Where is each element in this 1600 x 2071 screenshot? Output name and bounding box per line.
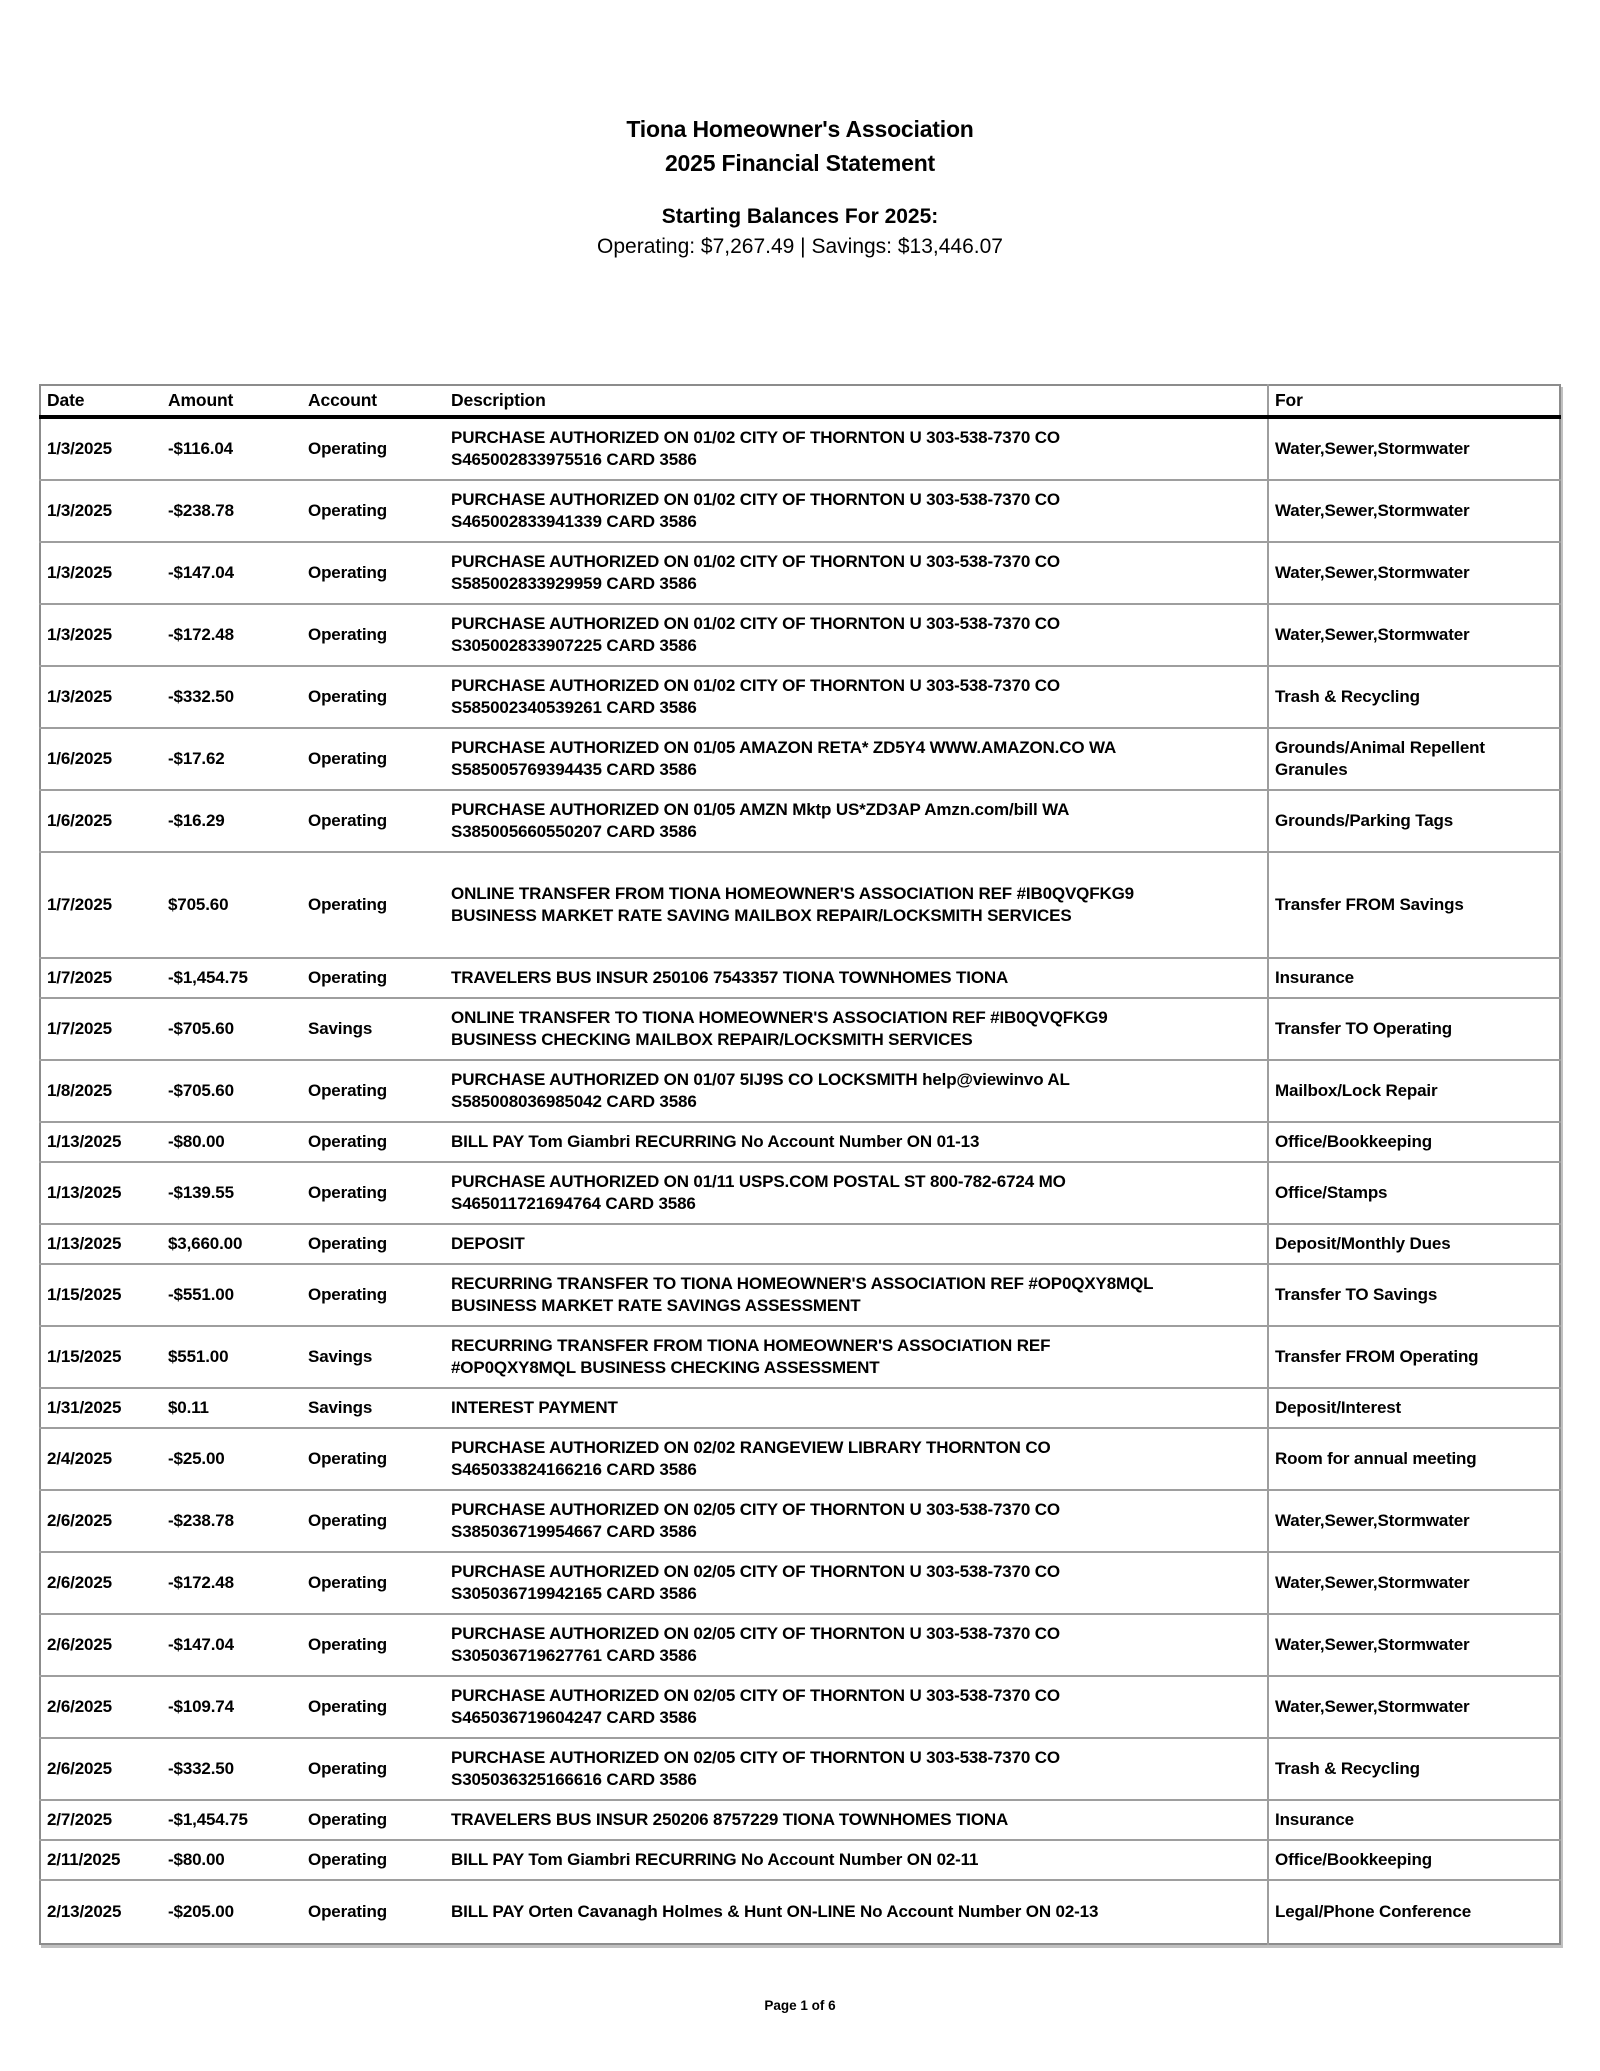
transaction-row — [40, 1060, 1560, 1122]
cell-amount: -$1,454.75 — [162, 1800, 302, 1840]
description-line: PURCHASE AUTHORIZED ON 02/05 CITY OF THORNTON U 303-538-7370 CO — [451, 1500, 1060, 1519]
cell-account: Operating — [302, 1428, 445, 1490]
transaction-row — [40, 1388, 1560, 1428]
cell-amount: -$332.50 — [162, 666, 302, 728]
cell-description — [445, 1388, 1268, 1428]
transaction-row — [40, 542, 1560, 604]
description-line: RECURRING TRANSFER TO TIONA HOMEOWNER'S ASSOCIATION REF #OP0QXY8MQL — [451, 1274, 1154, 1293]
cell-description — [445, 1738, 1268, 1800]
cell-for: Office/Stamps — [1268, 1162, 1560, 1224]
cell-account: Operating — [302, 480, 445, 542]
transaction-row — [40, 480, 1560, 542]
cell-for: Mailbox/Lock Repair — [1268, 1060, 1560, 1122]
cell-description — [445, 1264, 1268, 1326]
cell-for: Water,Sewer,Stormwater — [1268, 542, 1560, 604]
cell-date: 2/13/2025 — [47, 1902, 122, 1921]
transaction-row — [40, 1122, 1560, 1162]
cell-amount: $551.00 — [162, 1326, 302, 1388]
cell-date: 1/3/2025 — [40, 542, 162, 604]
description-line: BUSINESS CHECKING MAILBOX REPAIR/LOCKSMITH SERVICES — [451, 1030, 973, 1049]
cell-description — [445, 1326, 1268, 1388]
cell-amount: -$172.48 — [162, 1552, 302, 1614]
cell-for: Water,Sewer,Stormwater — [1268, 417, 1560, 480]
cell-amount: -$80.00 — [162, 1840, 302, 1880]
table-header-row — [40, 385, 1560, 417]
cell-account: Operating — [302, 1738, 445, 1800]
cell-for: Water,Sewer,Stormwater — [1268, 1614, 1560, 1676]
cell-date: 2/11/2025 — [40, 1840, 162, 1880]
cell-for: Transfer FROM Operating — [1268, 1326, 1560, 1388]
cell-account: Operating — [308, 1902, 387, 1921]
cell-date: 1/8/2025 — [40, 1060, 162, 1122]
transactions-table — [39, 384, 1561, 1945]
document-header — [0, 0, 1600, 262]
cell-amount: -$139.55 — [162, 1162, 302, 1224]
description-line: S585005769394435 CARD 3586 — [451, 760, 697, 779]
transaction-row — [40, 1614, 1560, 1676]
transaction-row — [40, 1552, 1560, 1614]
document-subtitle: 2025 Financial Statement — [664, 150, 936, 176]
cell-date: 1/6/2025 — [40, 790, 162, 852]
transaction-row — [40, 417, 1560, 480]
transaction-row — [40, 1800, 1560, 1840]
cell-amount: -$705.60 — [162, 1060, 302, 1122]
description-line: TRAVELERS BUS INSUR 250206 8757229 TIONA TOWNHOMES TIONA — [451, 1810, 1009, 1829]
cell-date: 1/7/2025 — [40, 958, 162, 998]
transaction-row — [40, 1676, 1560, 1738]
cell-for: Transfer FROM Savings — [1268, 852, 1560, 958]
description-line: PURCHASE AUTHORIZED ON 01/07 5IJ9S CO LOCKSMITH help@viewinvo AL — [451, 1070, 1070, 1089]
cell-description — [445, 1122, 1268, 1162]
cell-account: Operating — [302, 1264, 445, 1326]
cell-date: 1/3/2025 — [40, 604, 162, 666]
cell-description — [445, 1162, 1268, 1224]
cell-date: 1/13/2025 — [40, 1122, 162, 1162]
description-line: S465033824166216 CARD 3586 — [451, 1460, 697, 1479]
cell-amount: -$147.04 — [162, 1614, 302, 1676]
cell-description — [445, 1428, 1268, 1490]
cell-description — [445, 1614, 1268, 1676]
description-line: PURCHASE AUTHORIZED ON 01/02 CITY OF THORNTON U 303-538-7370 CO — [451, 490, 1060, 509]
cell-for: Deposit/Monthly Dues — [1268, 1224, 1560, 1264]
cell-account: Operating — [302, 1552, 445, 1614]
table-header — [40, 385, 1560, 417]
description-line: S585008036985042 CARD 3586 — [451, 1092, 697, 1111]
cell-for: Insurance — [1268, 1800, 1560, 1840]
description-line: S305036719627761 CARD 3586 — [451, 1646, 697, 1665]
cell-amount: $0.11 — [162, 1388, 302, 1428]
starting-balances-heading: Starting Balances For 2025: — [661, 205, 939, 228]
cell-date: 1/13/2025 — [40, 1224, 162, 1264]
description-line: PURCHASE AUTHORIZED ON 02/05 CITY OF THORNTON U 303-538-7370 CO — [451, 1748, 1060, 1767]
cell-account: Savings — [302, 1388, 445, 1428]
description-line: #OP0QXY8MQL BUSINESS CHECKING ASSESSMENT — [451, 1358, 880, 1377]
cell-account: Operating — [302, 1800, 445, 1840]
description-line: S305036719942165 CARD 3586 — [451, 1584, 697, 1603]
cell-date: 1/3/2025 — [40, 666, 162, 728]
cell-account: Operating — [302, 1614, 445, 1676]
cell-description — [445, 1840, 1268, 1880]
cell-amount: -$80.00 — [162, 1122, 302, 1162]
cell-description — [445, 728, 1268, 790]
cell-account: Operating — [302, 1676, 445, 1738]
cell-description — [445, 998, 1268, 1060]
transaction-row — [40, 1880, 1560, 1944]
cell-account: Savings — [302, 998, 445, 1060]
cell-for: Water,Sewer,Stormwater — [1268, 1676, 1560, 1738]
cell-for: Grounds/Parking Tags — [1268, 790, 1560, 852]
cell-account: Operating — [302, 958, 445, 998]
description-line: S465036719604247 CARD 3586 — [451, 1708, 697, 1727]
cell-account: Operating — [302, 1490, 445, 1552]
cell-description — [445, 1490, 1268, 1552]
cell-for: Trash & Recycling — [1268, 1738, 1560, 1800]
description-line: BUSINESS MARKET RATE SAVINGS ASSESSMENT — [451, 1296, 861, 1315]
description-line: PURCHASE AUTHORIZED ON 02/05 CITY OF THORNTON U 303-538-7370 CO — [451, 1624, 1060, 1643]
cell-date: 1/3/2025 — [40, 417, 162, 480]
cell-account: Savings — [302, 1326, 445, 1388]
transaction-row — [40, 666, 1560, 728]
description-line: PURCHASE AUTHORIZED ON 02/02 RANGEVIEW LIBRARY THORNTON CO — [451, 1438, 1051, 1457]
cell-amount: -$551.00 — [162, 1264, 302, 1326]
cell-amount: -$1,454.75 — [162, 958, 302, 998]
cell-date: 1/15/2025 — [40, 1264, 162, 1326]
transaction-row — [40, 852, 1560, 958]
cell-date: 1/6/2025 — [40, 728, 162, 790]
cell-amount: -$109.74 — [162, 1676, 302, 1738]
cell-amount: -$705.60 — [162, 998, 302, 1060]
description-line: BILL PAY Orten Cavanagh Holmes & Hunt ON-LINE No Account Number ON 02-13 — [451, 1902, 1099, 1921]
cell-for: Deposit/Interest — [1268, 1388, 1560, 1428]
cell-amount: -$205.00 — [168, 1902, 234, 1921]
description-line: DEPOSIT — [451, 1234, 525, 1253]
description-line: PURCHASE AUTHORIZED ON 01/05 AMAZON RETA* ZD5Y4 WWW.AMAZON.CO WA — [451, 738, 1117, 757]
description-line: PURCHASE AUTHORIZED ON 01/05 AMZN Mktp US*ZD3AP Amzn.com/bill WA — [451, 800, 1070, 819]
description-line: BILL PAY Tom Giambri RECURRING No Account Number ON 02-11 — [451, 1850, 979, 1869]
description-line: ONLINE TRANSFER FROM TIONA HOMEOWNER'S ASSOCIATION REF #IB0QVQFKG9 — [451, 884, 1134, 903]
description-line: PURCHASE AUTHORIZED ON 02/05 CITY OF THORNTON U 303-538-7370 CO — [451, 1562, 1060, 1581]
cell-account: Operating — [302, 1060, 445, 1122]
cell-account: Operating — [302, 542, 445, 604]
description-line: ONLINE TRANSFER TO TIONA HOMEOWNER'S ASSOCIATION REF #IB0QVQFKG9 — [451, 1008, 1108, 1027]
transactions-body — [40, 417, 1560, 1944]
cell-amount: -$16.29 — [162, 790, 302, 852]
description-line: PURCHASE AUTHORIZED ON 01/11 USPS.COM POSTAL ST 800-782-6724 MO — [451, 1172, 1066, 1191]
transaction-row — [40, 998, 1560, 1060]
cell-account: Operating — [302, 1162, 445, 1224]
cell-amount: $705.60 — [162, 852, 302, 958]
description-line: PURCHASE AUTHORIZED ON 01/02 CITY OF THORNTON U 303-538-7370 CO — [451, 614, 1060, 633]
cell-description — [445, 852, 1268, 958]
cell-account: Operating — [302, 1122, 445, 1162]
transaction-row — [40, 1162, 1560, 1224]
cell-description — [445, 542, 1268, 604]
transaction-row — [40, 1738, 1560, 1800]
cell-for: Transfer TO Savings — [1268, 1264, 1560, 1326]
cell-date: 2/7/2025 — [40, 1800, 162, 1840]
transaction-row — [40, 728, 1560, 790]
cell-date: 2/6/2025 — [40, 1738, 162, 1800]
cell-date: 1/15/2025 — [40, 1326, 162, 1388]
cell-account: Operating — [302, 852, 445, 958]
transaction-row — [40, 1224, 1560, 1264]
cell-for: Trash & Recycling — [1268, 666, 1560, 728]
transaction-row — [40, 604, 1560, 666]
description-line: BUSINESS MARKET RATE SAVING MAILBOX REPAIR/LOCKSMITH SERVICES — [451, 906, 1072, 925]
cell-for: Water,Sewer,Stormwater — [1268, 1552, 1560, 1614]
cell-date: 2/6/2025 — [40, 1552, 162, 1614]
transaction-row — [40, 958, 1560, 998]
cell-date: 2/4/2025 — [40, 1428, 162, 1490]
column-header-description: Description — [445, 385, 1268, 417]
description-line: INTEREST PAYMENT — [451, 1398, 618, 1417]
cell-account: Operating — [302, 666, 445, 728]
cell-date: 1/3/2025 — [40, 480, 162, 542]
column-header-date: Date — [40, 385, 162, 417]
cell-description — [445, 1880, 1268, 1944]
transaction-row — [40, 1840, 1560, 1880]
cell-amount: -$116.04 — [162, 417, 302, 480]
cell-account: Operating — [302, 1224, 445, 1264]
cell-amount: -$25.00 — [162, 1428, 302, 1490]
description-line: S465002833975516 CARD 3586 — [451, 450, 697, 469]
cell-account: Operating — [302, 1840, 445, 1880]
cell-amount: -$238.78 — [162, 1490, 302, 1552]
description-line: RECURRING TRANSFER FROM TIONA HOMEOWNER'S ASSOCIATION REF — [451, 1336, 1051, 1355]
cell-for: Water,Sewer,Stormwater — [1268, 480, 1560, 542]
description-line: S305036325166616 CARD 3586 — [451, 1770, 697, 1789]
cell-account: Operating — [302, 790, 445, 852]
transaction-row — [40, 1490, 1560, 1552]
cell-amount: -$172.48 — [162, 604, 302, 666]
cell-for: Legal/Phone Conference — [1268, 1880, 1560, 1944]
cell-amount: -$147.04 — [162, 542, 302, 604]
cell-description — [445, 1800, 1268, 1840]
cell-for: Grounds/Animal Repellent Granules — [1268, 728, 1560, 790]
cell-description — [445, 417, 1268, 480]
description-line: PURCHASE AUTHORIZED ON 01/02 CITY OF THORNTON U 303-538-7370 CO — [451, 552, 1060, 571]
transaction-row — [40, 1264, 1560, 1326]
transaction-row — [40, 1428, 1560, 1490]
cell-account: Operating — [302, 728, 445, 790]
document-title: Tiona Homeowner's Association — [626, 116, 974, 142]
cell-amount: -$17.62 — [162, 728, 302, 790]
cell-description — [445, 1224, 1268, 1264]
description-line: TRAVELERS BUS INSUR 250106 7543357 TIONA TOWNHOMES TIONA — [451, 968, 1009, 987]
cell-date: 2/6/2025 — [40, 1676, 162, 1738]
column-header-account: Account — [302, 385, 445, 417]
description-line: PURCHASE AUTHORIZED ON 01/02 CITY OF THORNTON U 303-538-7370 CO — [451, 676, 1060, 695]
cell-date: 1/13/2025 — [40, 1162, 162, 1224]
cell-description — [445, 1552, 1268, 1614]
description-line: PURCHASE AUTHORIZED ON 01/02 CITY OF THORNTON U 303-538-7370 CO — [451, 428, 1060, 447]
description-line: S585002833929959 CARD 3586 — [451, 574, 697, 593]
starting-balances-values: Operating: $7,267.49 | Savings: $13,446.07 — [597, 235, 1003, 258]
cell-date: 2/6/2025 — [40, 1614, 162, 1676]
cell-description — [445, 666, 1268, 728]
cell-description — [445, 604, 1268, 666]
cell-amount: -$238.78 — [162, 480, 302, 542]
cell-description — [445, 790, 1268, 852]
cell-amount: $3,660.00 — [162, 1224, 302, 1264]
column-header-for: For — [1268, 385, 1560, 417]
transaction-row — [40, 1326, 1560, 1388]
description-line: S465002833941339 CARD 3586 — [451, 512, 697, 531]
description-line: S385005660550207 CARD 3586 — [451, 822, 697, 841]
cell-for: Room for annual meeting — [1268, 1428, 1560, 1490]
transaction-row — [40, 790, 1560, 852]
cell-description — [445, 480, 1268, 542]
cell-for: Water,Sewer,Stormwater — [1268, 1490, 1560, 1552]
cell-description — [445, 958, 1268, 998]
cell-description — [445, 1676, 1268, 1738]
description-line: S585002340539261 CARD 3586 — [451, 698, 697, 717]
description-line: PURCHASE AUTHORIZED ON 02/05 CITY OF THORNTON U 303-538-7370 CO — [451, 1686, 1060, 1705]
cell-account: Operating — [302, 417, 445, 480]
column-header-amount: Amount — [162, 385, 302, 417]
description-line: S305002833907225 CARD 3586 — [451, 636, 697, 655]
cell-description — [445, 1060, 1268, 1122]
cell-date: 2/6/2025 — [40, 1490, 162, 1552]
description-line: S465011721694764 CARD 3586 — [451, 1194, 696, 1213]
cell-for: Transfer TO Operating — [1268, 998, 1560, 1060]
cell-account: Operating — [302, 604, 445, 666]
description-line: S385036719954667 CARD 3586 — [451, 1522, 697, 1541]
cell-for: Office/Bookkeeping — [1268, 1840, 1560, 1880]
cell-date: 1/31/2025 — [40, 1388, 162, 1428]
page-number: Page 1 of 6 — [764, 1998, 836, 2013]
cell-for: Water,Sewer,Stormwater — [1268, 604, 1560, 666]
cell-date: 1/7/2025 — [40, 852, 162, 958]
cell-for: Insurance — [1268, 958, 1560, 998]
description-line: BILL PAY Tom Giambri RECURRING No Account Number ON 01-13 — [451, 1132, 980, 1151]
cell-amount: -$332.50 — [162, 1738, 302, 1800]
cell-for: Office/Bookkeeping — [1268, 1122, 1560, 1162]
cell-date: 1/7/2025 — [40, 998, 162, 1060]
